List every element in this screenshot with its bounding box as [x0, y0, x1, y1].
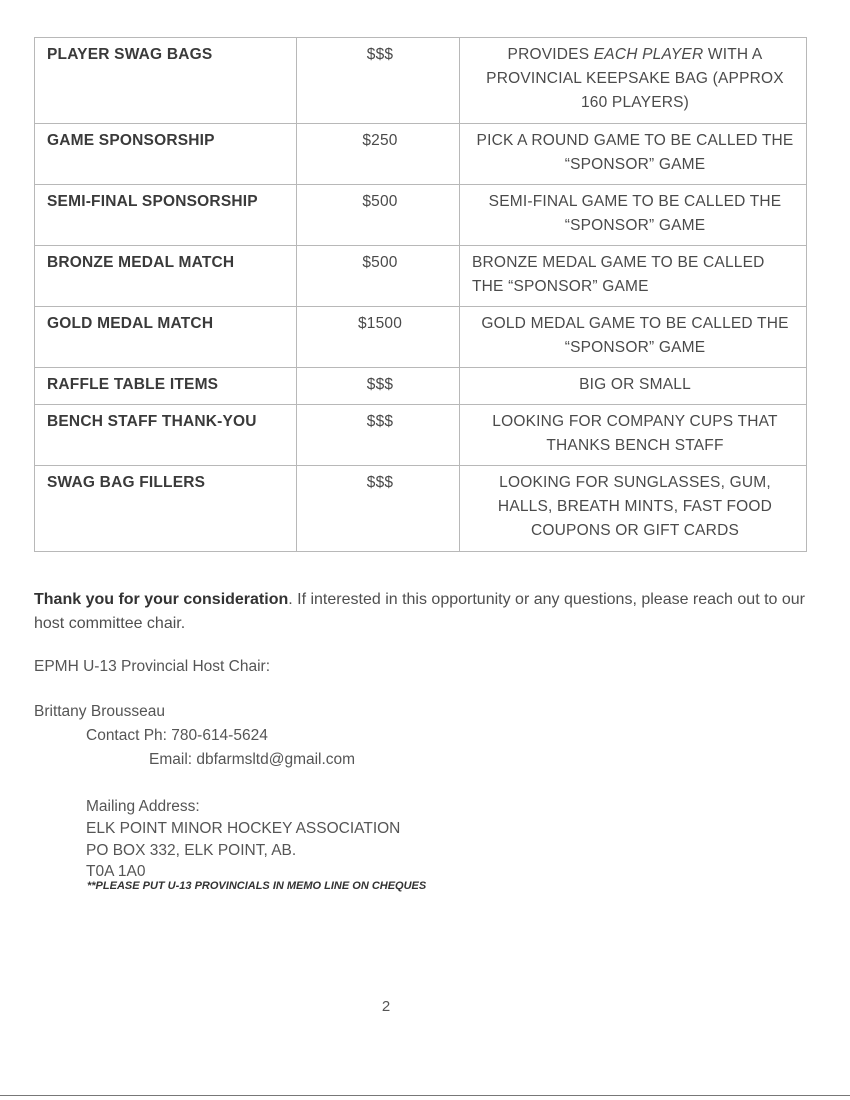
sponsorship-price: $1500: [297, 307, 460, 368]
mailing-po-box: PO BOX 332, ELK POINT, AB.: [86, 842, 297, 859]
sponsorship-price: $$$: [297, 466, 460, 552]
table-row: [35, 246, 807, 307]
mailing-org: ELK POINT MINOR HOCKEY ASSOCIATION: [86, 820, 401, 837]
sponsorship-description: [460, 38, 807, 124]
thank-you-paragraph: [34, 588, 824, 636]
host-chair-label: EPMH U-13 Provincial Host Chair:: [34, 658, 271, 675]
sponsorship-table: [34, 37, 807, 552]
contact-phone: Contact Ph: 780-614-5624: [86, 727, 268, 744]
sponsorship-description: LOOKING FOR COMPANY CUPS THAT THANKS BENCH STAFF: [460, 405, 807, 466]
mailing-postal-code: T0A 1A0: [86, 863, 146, 880]
sponsorship-price: $$$: [297, 368, 460, 405]
thank-you-text: . If interested in this opportunity or any questions, please reach out to our host committee chair.: [34, 591, 805, 632]
desc-prefix: PROVIDES: [507, 46, 594, 63]
sponsorship-item: GOLD MEDAL MATCH: [35, 307, 297, 368]
table-row: [35, 185, 807, 246]
sponsorship-description: GOLD MEDAL GAME TO BE CALLED THE “SPONSOR” GAME: [460, 307, 807, 368]
table-row: [35, 307, 807, 368]
sponsorship-item: BENCH STAFF THANK-YOU: [35, 405, 297, 466]
sponsorship-description: SEMI-FINAL GAME TO BE CALLED THE “SPONSOR” GAME: [460, 185, 807, 246]
page-number: 2: [381, 998, 391, 1015]
contact-email: Email: dbfarmsltd@gmail.com: [149, 751, 356, 768]
sponsorship-description: PICK A ROUND GAME TO BE CALLED THE “SPONSOR” GAME: [460, 124, 807, 185]
desc-suffix: WITH A PROVINCIAL KEEPSAKE BAG (APPROX 160 PLAYERS): [486, 46, 784, 111]
sponsorship-item: SWAG BAG FILLERS: [35, 466, 297, 552]
sponsorship-item: RAFFLE TABLE ITEMS: [35, 368, 297, 405]
sponsorship-item: SEMI-FINAL SPONSORSHIP: [35, 185, 297, 246]
sponsorship-price: $500: [297, 185, 460, 246]
thank-you-bold: Thank you for your consideration: [34, 591, 289, 608]
table-row: [35, 368, 807, 405]
sponsorship-price: $250: [297, 124, 460, 185]
table-row: [35, 124, 807, 185]
sponsorship-item: GAME SPONSORSHIP: [35, 124, 297, 185]
sponsorship-item: BRONZE MEDAL MATCH: [35, 246, 297, 307]
sponsorship-description: LOOKING FOR SUNGLASSES, GUM, HALLS, BREATH MINTS, FAST FOOD COUPONS OR GIFT CARDS: [460, 466, 807, 552]
desc-emphasis: EACH PLAYER: [593, 46, 704, 63]
mailing-address-label: Mailing Address:: [86, 798, 200, 815]
table-row: [35, 405, 807, 466]
sponsorship-price: $$$: [297, 405, 460, 466]
table-row: [35, 38, 807, 124]
sponsorship-description: BRONZE MEDAL GAME TO BE CALLED THE “SPONSOR” GAME: [460, 246, 807, 307]
memo-note: **PLEASE PUT U-13 PROVINCIALS IN MEMO LINE ON CHEQUES: [87, 880, 427, 892]
table-row: [35, 466, 807, 552]
sponsorship-price: $$$: [297, 38, 460, 124]
host-chair-name: Brittany Brousseau: [34, 703, 165, 720]
sponsorship-description: BIG OR SMALL: [460, 368, 807, 405]
sponsorship-item: PLAYER SWAG BAGS: [35, 38, 297, 124]
bottom-rule: [0, 1095, 850, 1096]
sponsorship-price: $500: [297, 246, 460, 307]
